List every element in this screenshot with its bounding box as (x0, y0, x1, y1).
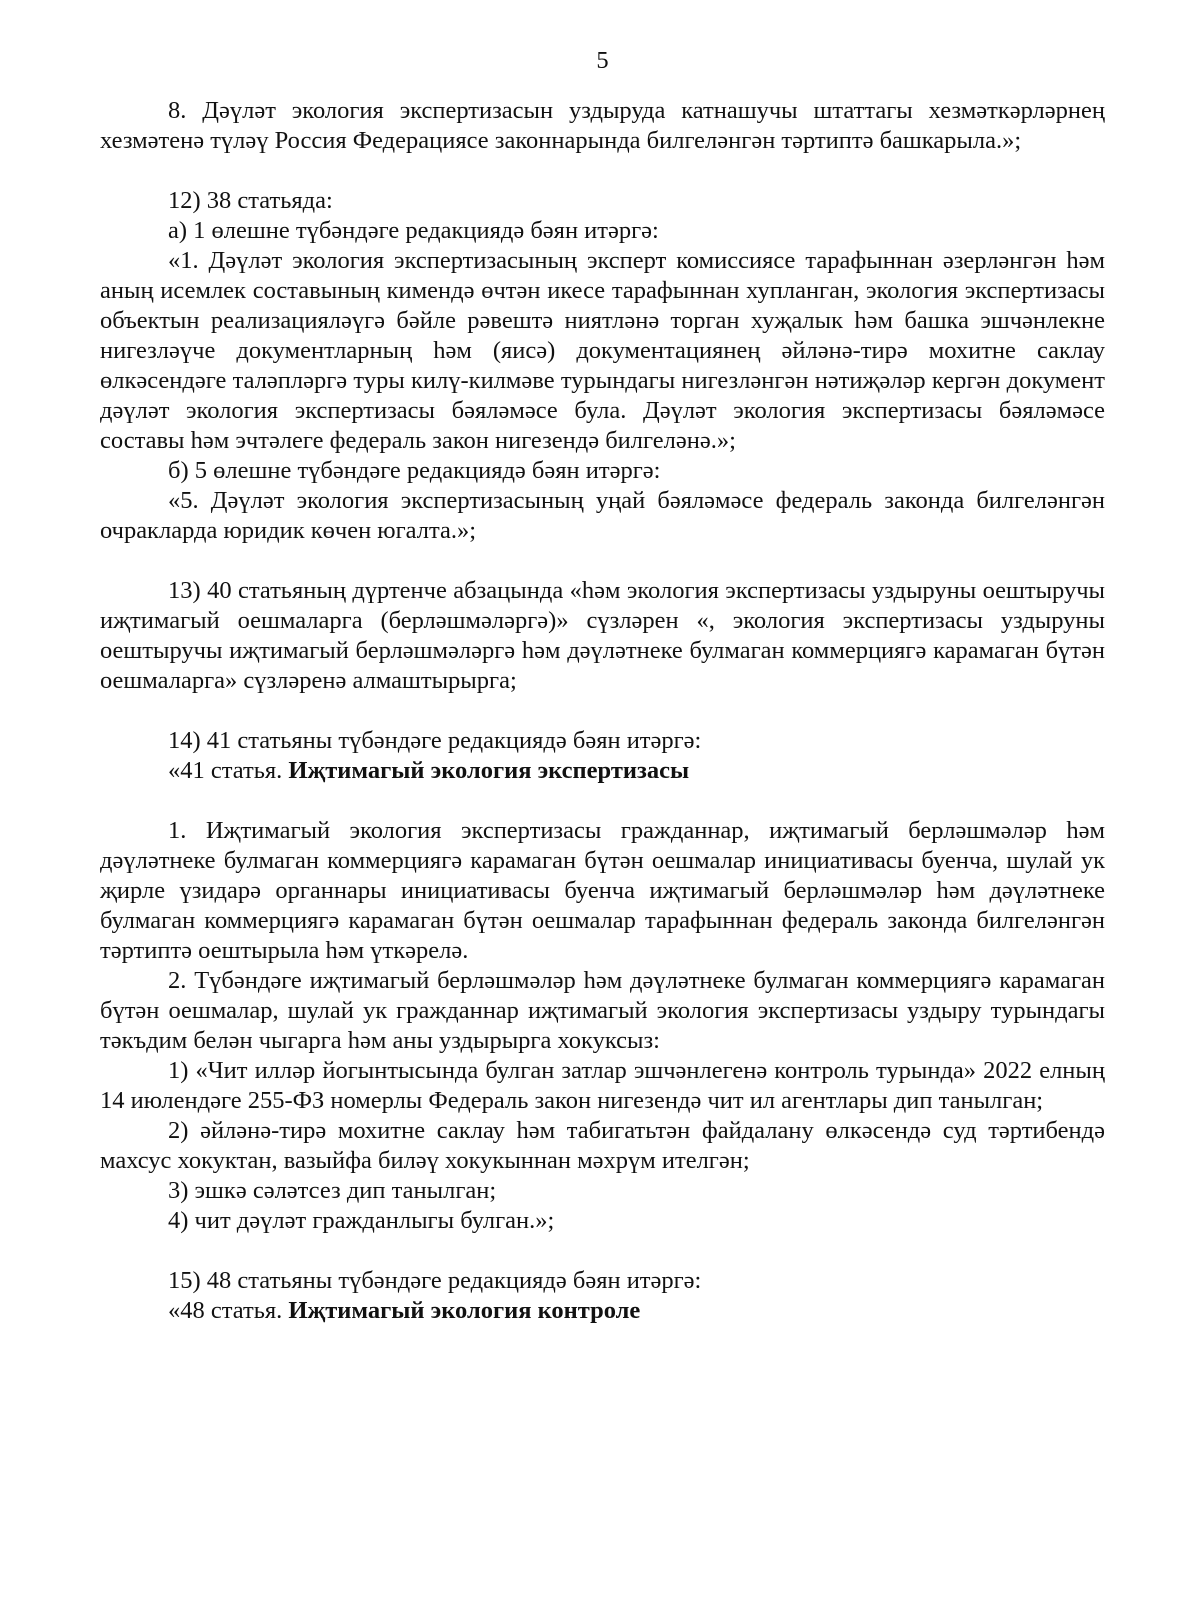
page-number: 5 (596, 47, 609, 74)
article-41-part-1: 1. Иҗтимагый экология экспертизасы гражданнар, иҗтимагый берләшмәләр һәм дәүләтнеке булмаган коммерциягә карамаган бүтән оешмалар инициативасы буенча, шулай ук җирле үзидарә органнары инициативасы буенча иҗтимагый берләшмәләр һәм дәүләтнеке булмаган коммерциягә карамаган бүтән оешмалар тарафыннан федераль законда билгеләнгән тәртиптә оештырыла һәм үткәрелә. (100, 817, 1105, 964)
article-41-part-2-item-1: 1) «Чит илләр йогынтысында булган затлар эшчәнлегенә контроль турында» 2022 елның 14 июлендәге 255-ФЗ номерлы Федераль закон нигезендә чит ил агентлары дип танылган; (100, 1057, 1105, 1114)
document-page (100, 46, 1105, 1326)
item-14-heading: 14) 41 статьяны түбәндәге редакциядә бәян итәргә: (168, 727, 702, 754)
article-48-prefix: «48 статья. (168, 1297, 289, 1324)
item-12-a-text: «1. Дәүләт экология экспертизасының эксперт комиссиясе тарафыннан әзерләнгән һәм аның исемлек составының кимендә өчтән икесе тарафыннан хупланган, экология экспертизасы объектын реализацияләүгә бәйле рәвештә ниятләнә торган хуҗалык һәм башка эшчәнлекне нигезләүче документларның һәм (яисә) документациянең әйләнә-тирә мохитне саклау өлкәсендәге таләпләргә туры килү-килмәве турындагы нигезләнгән нәтиҗәләр кергән документ дәүләт экология экспертизасы бәяләмәсе була. Дәүләт экология экспертизасы бәяләмәсе составы һәм эчтәлеге федераль закон нигезендә билгеләнә.»; (100, 247, 1105, 454)
article-48-name: Иҗтимагый экология контроле (288, 1297, 641, 1324)
article-41-part-2-item-3: 3) эшкә сәләтсез дип танылган; (168, 1177, 497, 1204)
article-41-part-2-item-2: 2) әйләнә-тирә мохитне саклау һәм табигатьтән файдалану өлкәсендә суд тәртибендә махсус хокуктан, вазыйфа биләү хокукыннан мәхрүм ителгән; (100, 1117, 1105, 1174)
article-41-part-2: 2. Түбәндәге иҗтимагый берләшмәләр һәм дәүләтнеке булмаган коммерциягә карамаган бүтән оешмалар, шулай ук гражданнар иҗтимагый экология экспертизасы уздыру турындагы тәкъдим белән чыгарга һәм аны уздырырга хокуксыз: (100, 967, 1105, 1054)
paragraph-8-remuneration: 8. Дәүләт экология экспертизасын уздыруда катнашучы штаттагы хезмәткәрләрнең хезмәтенә түләү Россия Федерациясе законнарында билгеләнгән тәртиптә башкарыла.»; (100, 97, 1105, 154)
item-12-b-heading: б) 5 өлешне түбәндәге редакциядә бәян итәргә: (168, 457, 661, 484)
article-48-title (100, 1296, 1105, 1326)
item-12-b-text: «5. Дәүләт экология экспертизасының уңай бәяләмәсе федераль законда билгеләнгән очракларда юридик көчен югалта.»; (100, 487, 1105, 544)
item-12-a-heading: а) 1 өлешне түбәндәге редакциядә бәян итәргә: (168, 217, 659, 244)
article-41-prefix: «41 статья. (168, 757, 289, 784)
article-41-part-2-item-4: 4) чит дәүләт гражданлыгы булган.»; (168, 1207, 555, 1234)
item-12-heading: 12) 38 статьяда: (168, 187, 333, 214)
item-15-heading: 15) 48 статьяны түбәндәге редакциядә бәян итәргә: (168, 1267, 702, 1294)
item-13-text: 13) 40 статьяның дүртенче абзацында «һәм экология экспертизасы уздыруны оештыручы иҗтимагый оешмаларга (берләшмәләргә)» сүзләрен «, экология экспертизасы уздыруны оештыручы иҗтимагый берләшмәләргә һәм дәүләтнеке булмаган коммерциягә карамаган бүтән оешмаларга» сүзләренә алмаштырырга; (100, 577, 1105, 694)
article-41-name: Иҗтимагый экология экспертизасы (288, 757, 690, 784)
article-41-title (100, 756, 1105, 786)
